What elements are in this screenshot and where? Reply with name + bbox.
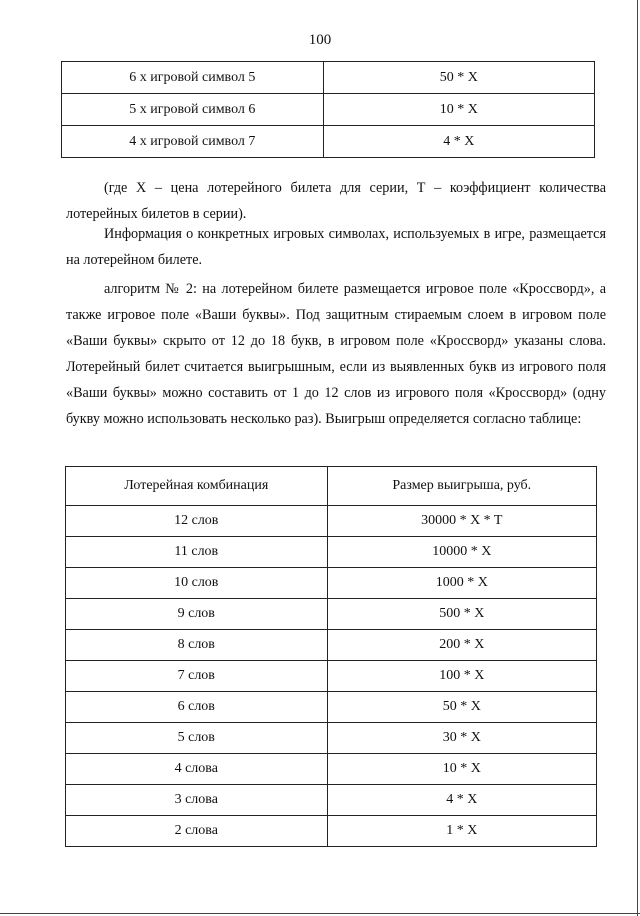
prize-cell: 4 * X — [327, 785, 596, 816]
table-row — [66, 506, 597, 537]
combination-cell: 5 х игровой символ 6 — [62, 94, 324, 126]
info-paragraph: Информация о конкретных игровых символах, используемых в игре, размещается на лотерейном билете. — [66, 226, 606, 268]
prize-cell: 1000 * X — [327, 568, 596, 599]
combination-cell: 10 слов — [66, 568, 328, 599]
scan-edge-bottom — [0, 913, 640, 914]
prize-cell: 100 * X — [327, 661, 596, 692]
table-row — [66, 754, 597, 785]
combination-cell: 7 слов — [66, 661, 328, 692]
prize-cell: 50 * X — [323, 62, 594, 94]
table-row — [66, 537, 597, 568]
table-row — [66, 692, 597, 723]
combination-cell: 12 слов — [66, 506, 328, 537]
prize-cell: 10000 * X — [327, 537, 596, 568]
note-paragraph: (где X – цена лотерейного билета для серии, Т – коэффициент количества лотерейных билетов в серии). — [66, 180, 606, 222]
combination-cell: 9 слов — [66, 599, 328, 630]
scan-edge-right — [637, 0, 638, 916]
prize-cell: 30000 * X * T — [327, 506, 596, 537]
prize-cell: 200 * X — [327, 630, 596, 661]
table-row — [66, 723, 597, 754]
table-row — [62, 62, 595, 94]
prize-table-symbols — [61, 61, 595, 158]
combination-cell: 2 слова — [66, 816, 328, 847]
prize-table-crossword — [65, 466, 597, 847]
table-row — [66, 785, 597, 816]
prize-cell: 50 * X — [327, 692, 596, 723]
combination-cell: 4 х игровой символ 7 — [62, 126, 324, 158]
prize-cell: 30 * X — [327, 723, 596, 754]
header-prize: Размер выигрыша, руб. — [327, 467, 596, 506]
table-row — [66, 816, 597, 847]
header-combination: Лотерейная комбинация — [66, 467, 328, 506]
table-row — [62, 126, 595, 158]
combination-cell: 11 слов — [66, 537, 328, 568]
prize-cell: 10 * X — [323, 94, 594, 126]
table-row — [62, 94, 595, 126]
prize-cell: 4 * X — [323, 126, 594, 158]
prize-cell: 10 * X — [327, 754, 596, 785]
table-row — [66, 599, 597, 630]
combination-cell: 6 х игровой символ 5 — [62, 62, 324, 94]
prize-cell: 1 * X — [327, 816, 596, 847]
table-row — [66, 661, 597, 692]
table-header-row — [66, 467, 597, 506]
combination-cell: 3 слова — [66, 785, 328, 816]
combination-cell: 4 слова — [66, 754, 328, 785]
table-row — [66, 568, 597, 599]
algorithm-paragraph: алгоритм № 2: на лотерейном билете размещается игровое поле «Кроссворд», а также игровое поле «Ваши буквы». Под защитным стираемым слоем в игровом поле «Ваши буквы» скрыто от 12 до 18 букв, в игровом поле «Кроссворд» указаны слова. Лотерейный билет считается выигрышным, если из выявленных букв из игрового поля «Ваши буквы» можно составить от 1 до 12 слов из игрового поля «Кроссворд» (одну букву можно использовать несколько раз). Выигрыш определяется согласно таблице: — [66, 281, 606, 427]
prize-cell: 500 * X — [327, 599, 596, 630]
combination-cell: 6 слов — [66, 692, 328, 723]
combination-cell: 8 слов — [66, 630, 328, 661]
combination-cell: 5 слов — [66, 723, 328, 754]
page-number: 100 — [308, 32, 332, 48]
table-row — [66, 630, 597, 661]
